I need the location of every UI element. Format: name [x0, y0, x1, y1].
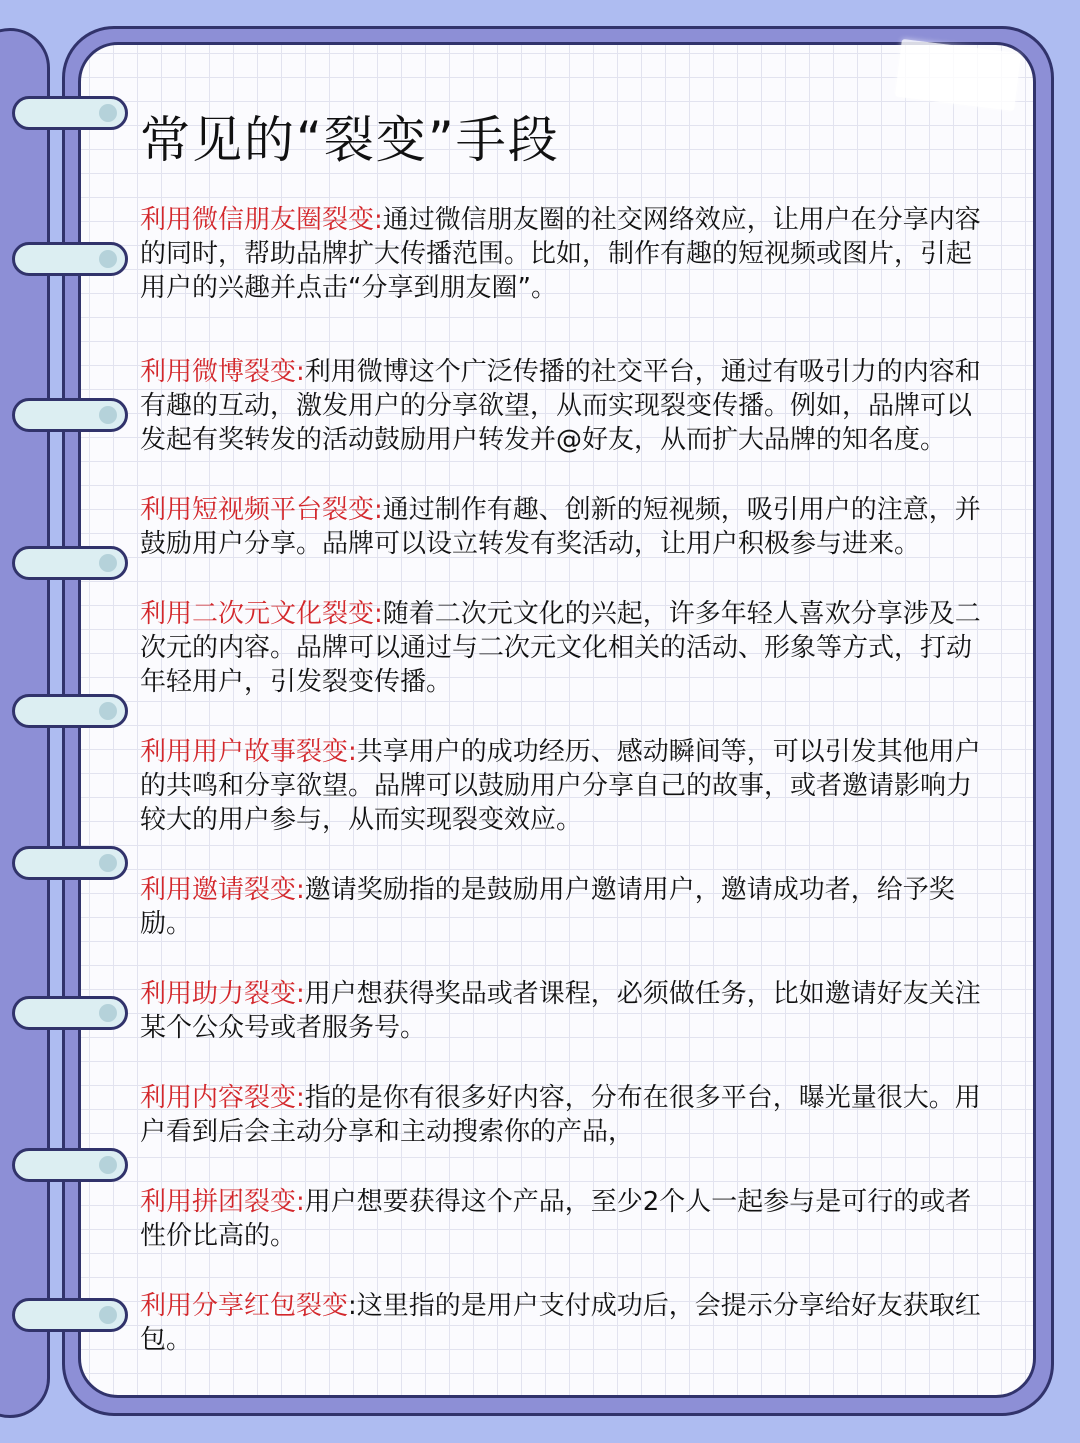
list-item [140, 1081, 990, 1149]
list-item [140, 203, 990, 305]
item-label: 利用分享红包裂变 [140, 1291, 349, 1321]
item-text: 随着二次元文化的兴起，许多年轻人喜欢分享涉及二次元的内容。品牌可以通过与二次元文化相关的活动、形象等方式，打动年轻用户，引发裂变传播。 [140, 599, 981, 697]
item-label: 利用微博裂变: [140, 357, 305, 387]
tactics-list [140, 203, 990, 1357]
item-text: 通过制作有趣、创新的短视频，吸引用户的注意，并鼓励用户分享。品牌可以设立转发有奖活动，让用户积极参与进来。 [140, 495, 981, 559]
item-label: 利用二次元文化裂变: [140, 599, 383, 629]
item-label: 利用用户故事裂变: [140, 737, 357, 767]
item-text: 通过微信朋友圈的社交网络效应，让用户在分享内容的同时，帮助品牌扩大传播范围。比如，制作有趣的短视频或图片，引起用户的兴趣并点击“分享到朋友圈”。 [140, 205, 981, 303]
list-item [140, 597, 990, 699]
item-text: 用户想要获得这个产品，至少2个人一起参与是可行的或者性价比高的。 [140, 1187, 972, 1251]
item-label: 利用内容裂变: [140, 1083, 305, 1113]
item-label: 利用短视频平台裂变: [140, 495, 383, 525]
item-text: 利用微博这个广泛传播的社交平台，通过有吸引力的内容和有趣的互动，激发用户的分享欲望，从而实现裂变传播。例如，品牌可以发起有奖转发的活动鼓励用户转发并@好友，从而扩大品牌的知名度。 [140, 357, 981, 455]
list-item [140, 1289, 990, 1357]
binder-ring [12, 398, 128, 432]
item-text: :这里指的是用户支付成功后，会提示分享给好友获取红包。 [140, 1291, 981, 1355]
item-text: 邀请奖励指的是鼓励用户邀请用户，邀请成功者，给予奖励。 [140, 875, 955, 939]
binder-ring [12, 1298, 128, 1332]
list-item [140, 493, 990, 561]
binder-ring [12, 996, 128, 1030]
item-label: 利用微信朋友圈裂变: [140, 205, 383, 235]
binder-ring [12, 96, 128, 130]
binder-ring [12, 846, 128, 880]
list-item [140, 735, 990, 837]
item-text: 指的是你有很多好内容，分布在很多平台，曝光量很大。用户看到后会主动分享和主动搜索你的产品， [140, 1083, 981, 1147]
item-label: 利用拼团裂变: [140, 1187, 305, 1217]
list-item [140, 1185, 990, 1253]
list-item [140, 873, 990, 941]
binder-ring [12, 1148, 128, 1182]
item-text: 用户想获得奖品或者课程，必须做任务，比如邀请好友关注某个公众号或者服务号。 [140, 979, 981, 1043]
list-item [140, 355, 990, 457]
binder-ring [12, 694, 128, 728]
binder-ring [12, 242, 128, 276]
item-label: 利用邀请裂变: [140, 875, 305, 905]
page-title: 常见的“裂变”手段 [140, 111, 560, 169]
binder-ring [12, 546, 128, 580]
item-label: 利用助力裂变: [140, 979, 305, 1009]
list-item [140, 977, 990, 1045]
item-text: 共享用户的成功经历、感动瞬间等，可以引发其他用户的共鸣和分享欲望。品牌可以鼓励用户分享自己的故事，或者邀请影响力较大的用户参与，从而实现裂变效应。 [140, 737, 981, 835]
